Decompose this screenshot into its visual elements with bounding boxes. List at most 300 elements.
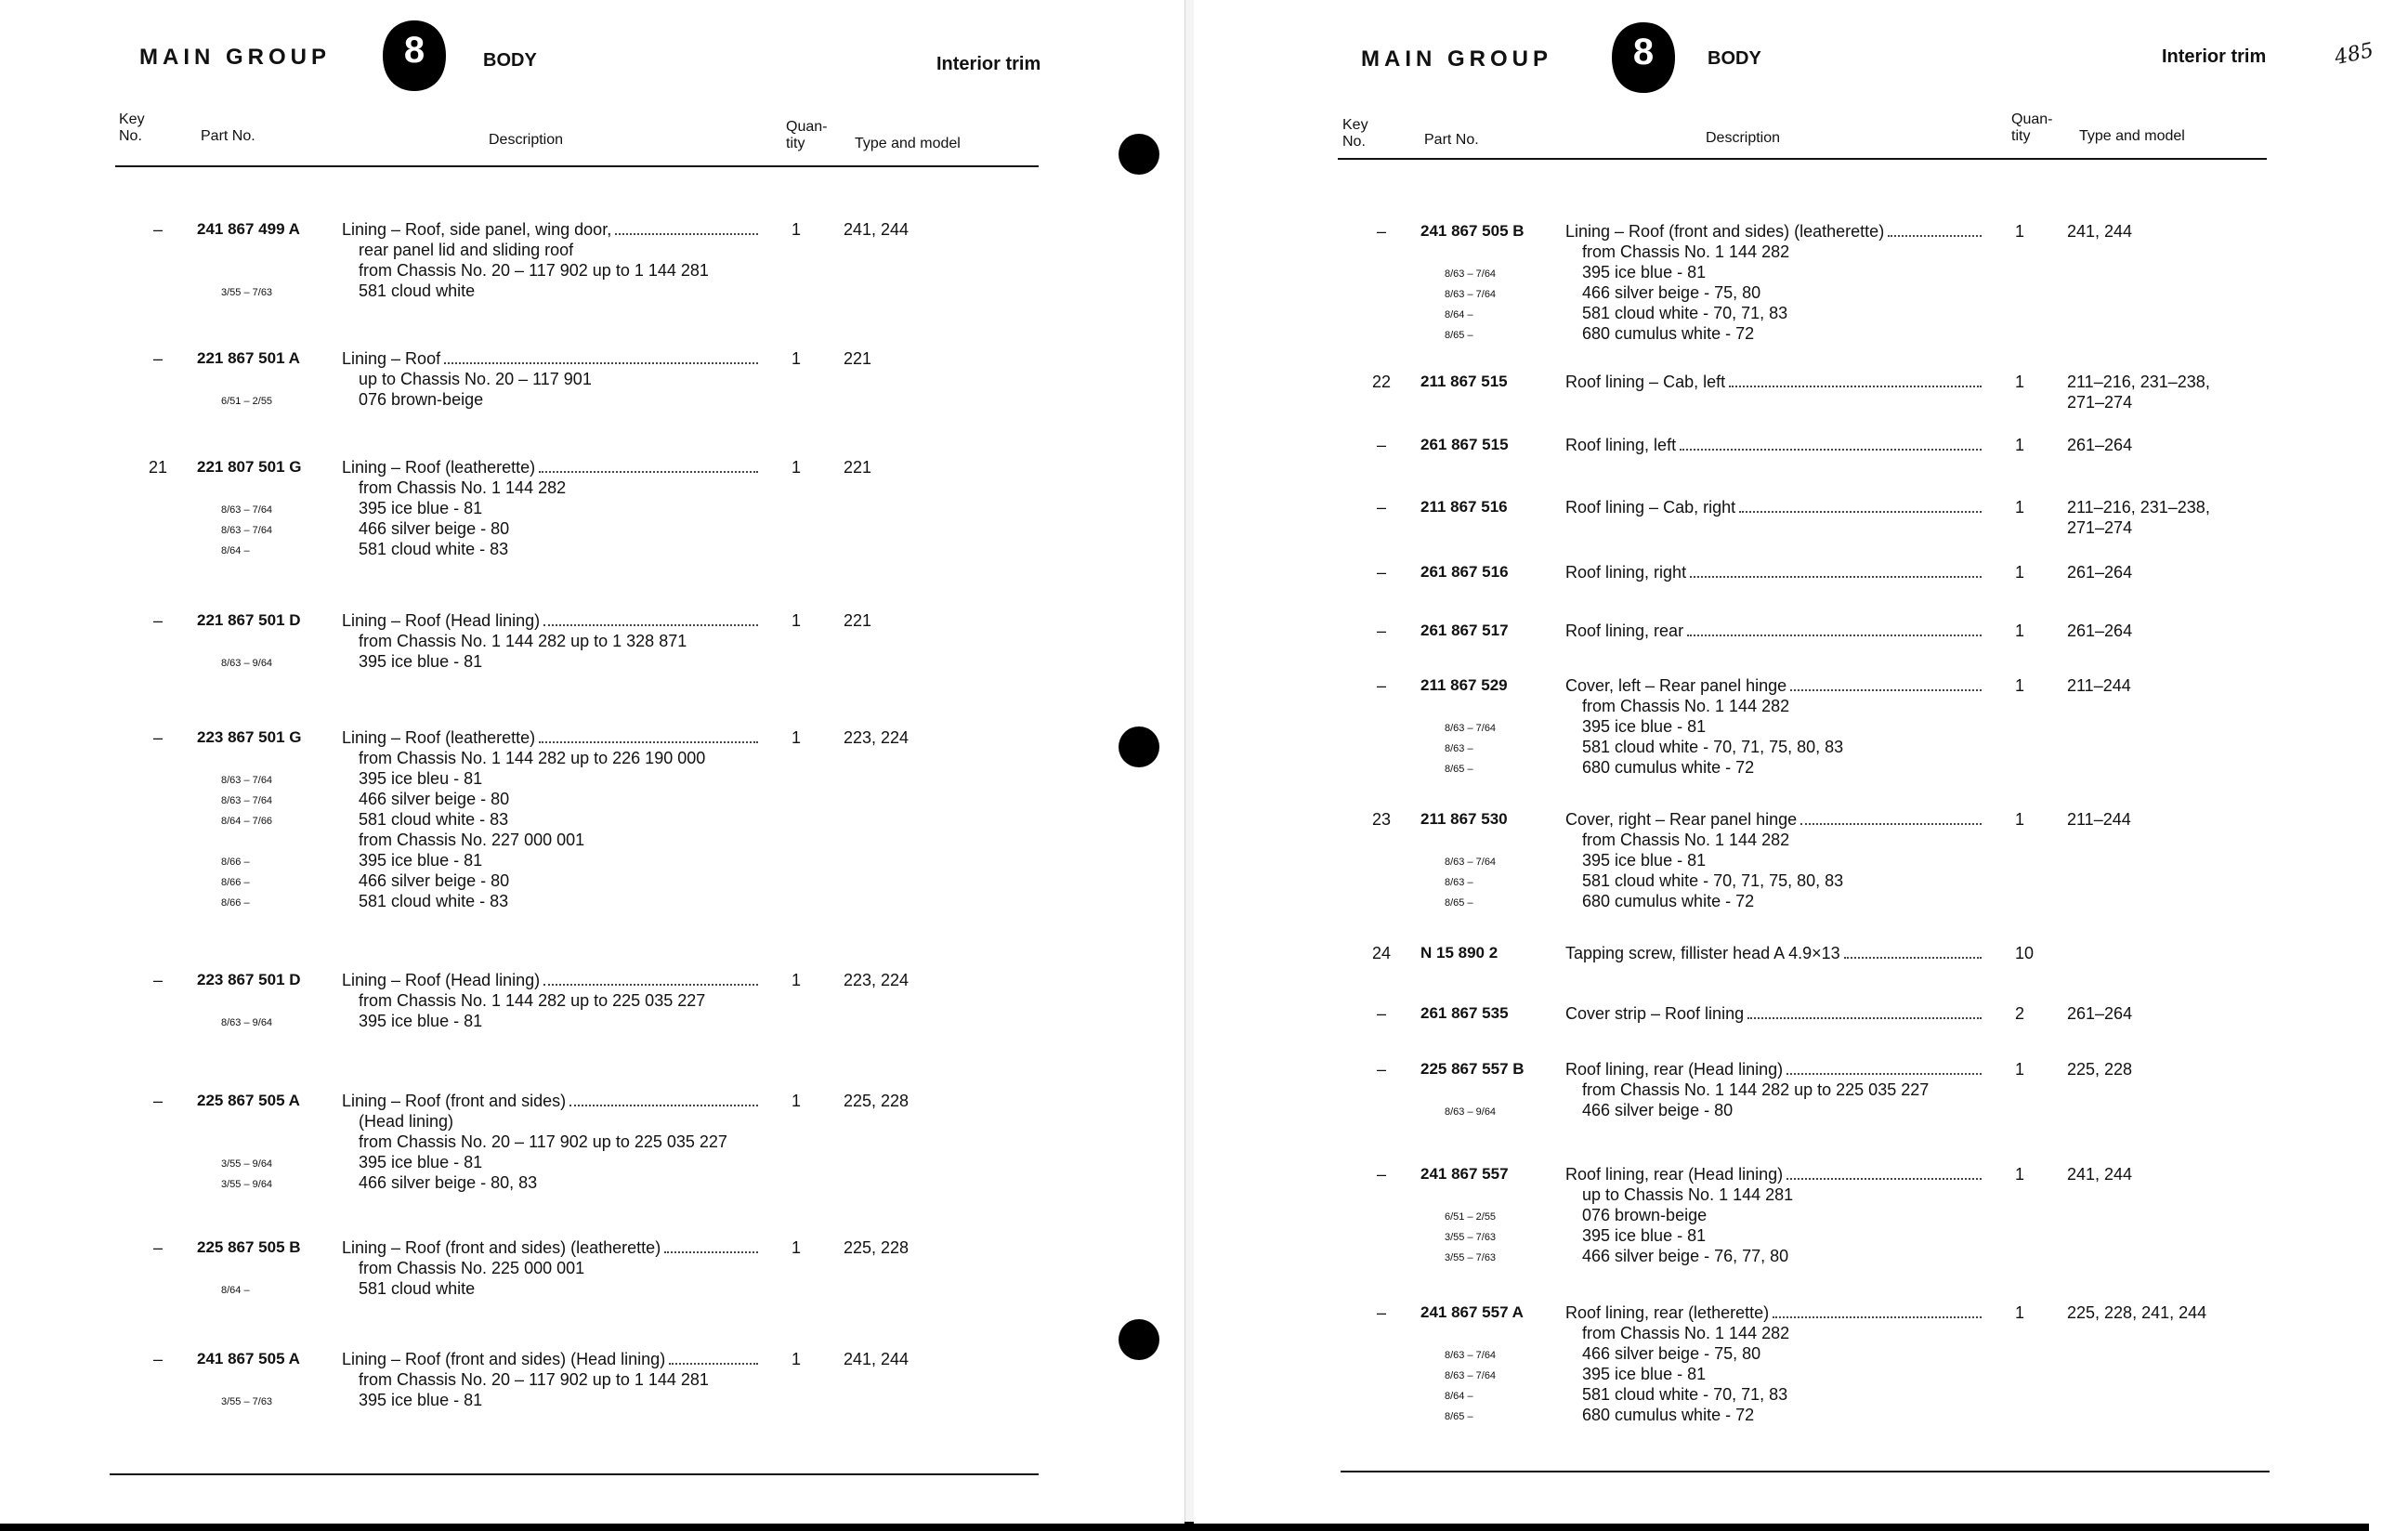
description-text: 581 cloud white [359,1279,476,1298]
dot-leader [569,1091,758,1106]
column-header-description: Description [489,132,564,148]
description-text: from Chassis No. 227 000 001 [359,831,585,849]
production-date-range: 8/64 – [221,1285,250,1296]
description-line [1445,323,1985,344]
key-number: 24 [1371,944,1392,962]
part-number: 261 867 516 [1420,563,1509,581]
description-text: from Chassis No. 1 144 282 [1582,831,1790,849]
description-line [1445,1343,1985,1364]
quantity: 1 [792,1238,802,1257]
description-text: Roof lining, rear (Head lining) [1565,1165,1784,1184]
description-text: 466 silver beige - 80 [1582,1101,1734,1119]
description-line [221,850,762,870]
description-line [342,727,762,748]
production-date-range: 8/63 – 9/64 [1445,1106,1497,1118]
production-date-range: 6/51 – 2/55 [1445,1211,1497,1223]
key-number: – [152,1350,163,1368]
description-line [221,870,762,891]
description-line [221,518,762,539]
section-title: Interior trim [2162,46,2267,67]
quantity: 1 [792,1350,802,1368]
description-line [221,768,762,789]
type-and-model: 211–244 [2067,676,2131,695]
production-date-range: 8/65 – [1445,1411,1473,1422]
type-and-model: 261–264 [2067,1004,2133,1023]
quantity: 1 [2015,498,2025,517]
quantity: 1 [2015,373,2025,391]
key-number: – [1376,1303,1386,1322]
description-line [342,219,762,240]
production-date-range: 8/63 – 7/64 [1445,723,1497,734]
column-header-part: Part No. [1424,132,1479,148]
key-number: – [152,728,163,747]
description-main [1565,1302,1985,1323]
description-line [221,891,762,911]
type-and-model: 241, 244 [844,1350,910,1368]
type-and-model: 211–216, 231–238, 271–274 [2067,498,2210,537]
description-text: Lining – Roof (front and sides) (leatherette) [1565,222,1885,241]
description-line [1565,621,1985,641]
part-number: 221 867 501 D [197,611,301,629]
description [1565,943,1985,963]
description-text: 466 silver beige - 75, 80 [1582,1344,1761,1363]
description-text: Roof lining, rear [1565,622,1684,640]
description-text: Lining – Roof (front and sides) [342,1092,567,1110]
dot-leader [1844,943,1982,959]
description-text: 466 silver beige - 76, 77, 80 [1582,1247,1789,1265]
key-number: – [152,971,163,989]
dot-leader [1687,621,1982,636]
description-line [1565,372,1985,392]
description-line [1565,943,1985,963]
binder-hole [1119,1319,1159,1360]
dot-leader [539,727,758,743]
part-number: 241 867 557 A [1420,1303,1524,1321]
description-main [1565,562,1985,582]
description-text: 395 ice blue - 81 [1582,263,1707,281]
quantity: 1 [792,728,802,747]
column-header-type: Type and model [2079,128,2185,144]
quantity: 1 [2015,810,2025,829]
description-main [342,457,762,478]
dot-leader [1680,435,1982,451]
description-text: 395 ice blue - 81 [359,851,483,870]
part-number: 211 867 530 [1420,810,1508,828]
description-text: 581 cloud white - 83 [359,540,509,558]
description-line [221,1278,762,1299]
dot-leader [1729,372,1982,387]
description-main [342,727,762,748]
part-number: 211 867 515 [1420,373,1508,390]
description-line [221,809,762,830]
production-date-range: 8/63 – 9/64 [221,658,273,669]
description-line [221,389,762,410]
column-header-key: Key No. [1342,117,1368,150]
description-text: Cover, left – Rear panel hinge [1565,676,1787,695]
production-date-range: 8/63 – 7/64 [221,504,273,516]
type-and-model: 225, 228 [844,1238,910,1257]
description [1565,435,1985,455]
description-text: from Chassis No. 225 000 001 [359,1259,585,1277]
page-header [1194,20,2378,95]
description-line [342,1111,762,1132]
part-number: 261 867 535 [1420,1004,1509,1022]
dot-leader [1739,497,1982,513]
description-text: 581 cloud white - 70, 71, 75, 80, 83 [1582,871,1844,890]
part-number: 241 867 505 A [197,1350,300,1367]
header-rule [1338,158,2267,160]
key-number: – [1376,676,1386,695]
type-and-model: 223, 224 [844,728,910,747]
description-main [1565,809,1985,830]
group-number: 8 [403,30,425,71]
key-number: – [1376,1165,1386,1184]
description-line [342,369,762,389]
type-and-model: 223, 224 [844,971,910,989]
column-header-type: Type and model [855,136,961,151]
description [1565,1003,1985,1024]
description-text: 466 silver beige - 80 [359,519,510,538]
dot-leader [1747,1003,1982,1019]
description-main [1565,221,1985,242]
description-line [1565,1080,1985,1100]
description-line [342,478,762,498]
description-text: 076 brown-beige [1582,1206,1708,1224]
description-line [1565,1302,1985,1323]
quantity: 1 [792,1092,802,1110]
description-main [342,348,762,369]
group-name: BODY [1708,48,1761,69]
key-number: – [1376,1004,1386,1023]
description-main [1565,943,1985,963]
description-text: Lining – Roof (front and sides) (leatherette) [342,1238,661,1257]
description-text: 395 ice blue - 81 [359,1153,483,1171]
production-date-range: 8/63 – 9/64 [221,1017,273,1028]
description [1565,562,1985,582]
description-text: 076 brown-beige [359,390,484,409]
dot-leader [615,219,758,235]
production-date-range: 8/63 – 7/64 [1445,289,1497,300]
column-header-quantity: Quan- tity [2011,111,2053,144]
type-and-model: 221 [844,458,872,477]
quantity: 1 [792,220,802,239]
production-date-range: 8/65 – [1445,330,1473,341]
production-date-range: 8/64 – [1445,309,1473,321]
quantity: 1 [2015,1303,2025,1322]
type-and-model: 241, 244 [2067,222,2133,241]
description-text: 581 cloud white - 83 [359,810,509,829]
description-text: Lining – Roof (leatherette) [342,458,536,477]
description-line [221,539,762,559]
key-number: 21 [148,458,168,477]
description-line [221,789,762,809]
production-date-range: 8/66 – [221,877,250,888]
production-date-range: 8/66 – [221,857,250,868]
description-text: Lining – Roof, side panel, wing door, [342,220,612,239]
description-line [1565,1059,1985,1080]
part-number: 223 867 501 D [197,971,301,988]
description-line [1565,1323,1985,1343]
group-number-badge [1612,22,1675,93]
description-main [1565,675,1985,696]
description-line [1565,1003,1985,1024]
description-line [342,1369,762,1390]
type-and-model: 241, 244 [844,220,910,239]
description-text: 395 ice blue - 81 [359,1391,483,1409]
description-text: 680 cumulus white - 72 [1582,758,1755,777]
key-number: 22 [1371,373,1392,391]
part-number: 211 867 516 [1420,498,1508,516]
quantity: 1 [2015,563,2025,582]
production-date-range: 6/51 – 2/55 [221,396,273,407]
description-line [1445,282,1985,303]
description-line [1565,242,1985,262]
description-line [1565,1164,1985,1184]
description-line [342,748,762,768]
description-line [342,260,762,281]
type-and-model: 221 [844,349,872,368]
description-text: from Chassis No. 1 144 282 up to 225 035 227 [1582,1080,1930,1099]
description-text: from Chassis No. 1 144 282 [1582,1324,1790,1342]
description-line [221,1011,762,1031]
production-date-range: 8/64 – [1445,1391,1473,1402]
quantity: 1 [792,971,802,989]
part-number: 241 867 505 B [1420,222,1525,240]
production-date-range: 8/65 – [1445,764,1473,775]
description-line [1565,562,1985,582]
description-line [1445,850,1985,870]
description-text: Lining – Roof [342,349,441,368]
description-text: (Head lining) [359,1112,454,1131]
production-date-range: 8/66 – [221,897,250,909]
description-text: Roof lining, rear (Head lining) [1565,1060,1784,1079]
description-main [1565,621,1985,641]
production-date-range: 3/55 – 7/63 [221,1396,273,1407]
description-line [342,348,762,369]
part-number: 225 867 557 B [1420,1060,1525,1078]
description-line [1445,1100,1985,1120]
description-main [342,219,762,240]
key-number: – [152,349,163,368]
dot-leader [543,610,758,626]
production-date-range: 8/64 – 7/66 [221,816,273,827]
dot-leader [669,1349,758,1365]
description-text: from Chassis No. 1 144 282 [359,478,567,497]
production-date-range: 8/63 – 7/64 [1445,268,1497,280]
production-date-range: 8/63 – 7/64 [221,525,273,536]
description-line [1445,1405,1985,1425]
quantity: 10 [2015,944,2035,962]
part-number: N 15 890 2 [1420,944,1498,962]
description-text: Roof lining, right [1565,563,1687,582]
group-number: 8 [1632,32,1655,72]
description-text: from Chassis No. 1 144 282 up to 225 035 227 [359,991,706,1010]
production-date-range: 8/63 – 7/64 [1445,1370,1497,1381]
description-text: from Chassis No. 1 144 282 [1582,697,1790,715]
description-text: 680 cumulus white - 72 [1582,324,1755,343]
description-line [342,457,762,478]
description-line [342,631,762,651]
description-line [221,498,762,518]
production-date-range: 8/63 – 7/64 [1445,1350,1497,1361]
description-text: 466 silver beige - 75, 80 [1582,283,1761,302]
description-line [1445,303,1985,323]
description-text: Cover strip – Roof lining [1565,1004,1745,1023]
part-number: 221 807 501 G [197,458,302,476]
key-number: – [1376,1060,1386,1079]
part-number: 241 867 557 [1420,1165,1509,1183]
description-main [342,1349,762,1369]
quantity: 1 [792,349,802,368]
production-date-range: 8/64 – [221,545,250,556]
description-text: 395 ice blue - 81 [359,652,483,671]
description-text: Roof lining, rear (letherette) [1565,1303,1770,1322]
production-date-range: 3/55 – 7/63 [1445,1252,1497,1263]
key-number: – [152,220,163,239]
description-text: 466 silver beige - 80 [359,790,510,808]
description-text: 581 cloud white - 70, 71, 83 [1582,304,1788,322]
description-text: Lining – Roof (leatherette) [342,728,536,747]
description-text: Roof lining – Cab, left [1565,373,1726,391]
description-text: 395 ice blue - 81 [359,499,483,517]
description-text: up to Chassis No. 1 144 281 [1582,1185,1794,1204]
type-and-model: 225, 228 [2067,1060,2133,1079]
description-text: from Chassis No. 1 144 282 [1582,242,1790,261]
description-text: from Chassis No. 20 – 117 902 up to 1 144 281 [359,1370,709,1389]
description-text: Cover, right – Rear panel hinge [1565,810,1798,829]
description-line [1445,757,1985,778]
description-line [1445,737,1985,757]
description-main [342,1237,762,1258]
type-and-model: 225, 228, 241, 244 [2067,1303,2207,1322]
description-line [342,970,762,990]
catalog-page-right [1194,0,2378,1524]
description-text: 581 cloud white [359,281,476,300]
part-number: 211 867 529 [1420,676,1508,694]
handwritten-page-number: 485 [2332,38,2376,71]
part-number: 261 867 517 [1420,622,1509,639]
description-text: 466 silver beige - 80 [359,871,510,890]
description-line [1565,497,1985,517]
description-main [342,610,762,631]
key-number: – [152,611,163,630]
description [1565,621,1985,641]
description-text: 395 ice blue - 81 [1582,1365,1707,1383]
dot-leader [1800,809,1982,825]
binder-hole [1119,134,1159,175]
production-date-range: 8/65 – [1445,897,1473,909]
key-number: – [152,1238,163,1257]
binder-hole [1119,726,1159,767]
description-text: 680 cumulus white - 72 [1582,1406,1755,1424]
key-number: – [1376,436,1386,454]
description-line [221,1172,762,1193]
description-line [1565,696,1985,716]
key-number: – [1376,222,1386,241]
description-line [1445,870,1985,891]
description-line [342,240,762,260]
quantity: 1 [792,611,802,630]
description-text: 395 ice bleu - 81 [359,769,483,788]
description-line [1445,891,1985,911]
description-text: 395 ice blue - 81 [1582,851,1707,870]
quantity: 1 [2015,222,2025,241]
description-main [1565,497,1985,517]
description-text: 395 ice blue - 81 [359,1012,483,1030]
quantity: 1 [2015,1165,2025,1184]
main-group-label: MAIN GROUP [1361,46,1552,72]
description-line [1445,1384,1985,1405]
dot-leader [1786,1059,1982,1075]
description-text: rear panel lid and sliding roof [359,241,574,259]
part-number: 241 867 499 A [197,220,300,238]
description-line [342,1349,762,1369]
description-text: Lining – Roof (Head lining) [342,971,541,989]
quantity: 1 [2015,622,2025,640]
description-line [1445,262,1985,282]
page-header [0,20,1184,95]
description-text: from Chassis No. 1 144 282 up to 1 328 871 [359,632,687,650]
key-number: 23 [1371,810,1392,829]
quantity: 1 [2015,436,2025,454]
description-text: 581 cloud white - 83 [359,892,509,910]
description [1565,497,1985,517]
dot-leader [444,348,758,364]
footer-rule [110,1473,1039,1475]
description-main [1565,1003,1985,1024]
description-line [342,610,762,631]
dot-leader [1786,1164,1982,1180]
quantity: 2 [2015,1004,2025,1023]
dot-leader [1773,1302,1982,1318]
description-text: Roof lining – Cab, right [1565,498,1736,517]
type-and-model: 261–264 [2067,622,2133,640]
description-line [342,990,762,1011]
description [1565,372,1985,392]
description-text: Tapping screw, fillister head A 4.9×13 [1565,944,1840,962]
dot-leader [664,1237,758,1253]
description-text: from Chassis No. 1 144 282 up to 226 190 000 [359,749,706,767]
description-text: from Chassis No. 20 – 117 902 up to 1 144 281 [359,261,709,280]
description-main [1565,372,1985,392]
production-date-range: 8/63 – 7/64 [1445,857,1497,868]
quantity: 1 [2015,1060,2025,1079]
description-line [1565,435,1985,455]
dot-leader [539,457,758,473]
column-header-part: Part No. [201,128,255,144]
part-number: 225 867 505 A [197,1092,300,1109]
part-number: 223 867 501 G [197,728,302,746]
description-line [1565,830,1985,850]
column-header-key: Key No. [119,111,145,144]
type-and-model: 211–244 [2067,810,2131,829]
key-number: – [152,1092,163,1110]
section-title: Interior trim [936,54,1041,74]
description-text: 395 ice blue - 81 [1582,717,1707,736]
part-number: 261 867 515 [1420,436,1509,453]
key-number: – [1376,622,1386,640]
description-text: 680 cumulus white - 72 [1582,892,1755,910]
description-line [1565,809,1985,830]
description-text: 581 cloud white - 70, 71, 75, 80, 83 [1582,738,1844,756]
description-line [342,1258,762,1278]
type-and-model: 261–264 [2067,436,2133,454]
description-line [221,281,762,301]
dot-leader [1790,675,1982,691]
description-text: Lining – Roof (front and sides) (Head lining) [342,1350,666,1368]
production-date-range: 8/63 – [1445,877,1473,888]
key-number: – [1376,563,1386,582]
